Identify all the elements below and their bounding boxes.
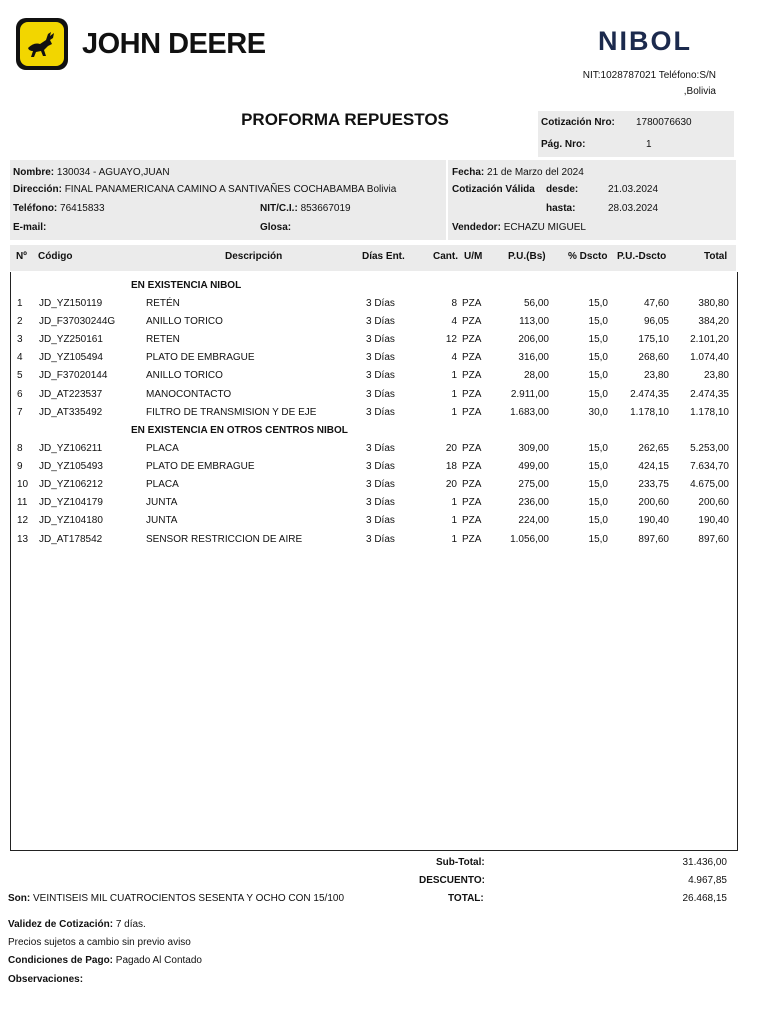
row-description: ANILLO TORICO [146,370,223,382]
row-description: PLACA [146,443,179,454]
row-number: 5 [17,370,23,382]
table-row [11,461,737,479]
col-discounted-price: P.U.-Dscto [617,251,667,262]
john-deere-wordmark: JOHN DEERE [82,27,266,60]
row-discount-pct: 15,0 [588,316,608,328]
email-label: E-mail: [13,222,47,233]
row-quantity: 1 [451,515,457,527]
deer-icon [16,18,68,70]
row-total: 200,60 [698,497,729,509]
row-unit: PZA [462,406,482,418]
row-discounted-price: 2.474,35 [630,388,669,400]
subtotal-label: Sub-Total: [436,857,485,868]
validity-value: 7 días. [115,919,146,930]
valid-from: 21.03.2024 [608,184,659,195]
row-discounted-price: 23,80 [643,370,669,382]
row-discount-pct: 15,0 [588,497,608,509]
row-unit-price: 1.683,00 [510,406,549,418]
row-code: JD_AT178542 [39,533,103,545]
row-discounted-price: 897,60 [638,533,669,545]
row-code: JD_YZ104180 [39,515,103,527]
row-total: 1.178,10 [690,406,729,418]
customer-phone: 76415833 [60,203,105,214]
section-title-other-centers: EN EXISTENCIA EN OTROS CENTROS NIBOL [131,425,348,436]
row-unit: PZA [462,461,482,473]
row-discounted-price: 200,60 [638,497,669,509]
col-total: Total [704,251,728,262]
quote-number-label: Cotización Nro: [541,117,615,128]
valid-label: Cotización Válida [452,184,535,195]
quote-number: 1780076630 [636,117,692,128]
row-discounted-price: 424,15 [638,461,669,473]
total-value: 26.468,15 [682,893,727,904]
row-discount-pct: 15,0 [588,334,608,346]
row-number: 13 [17,533,29,545]
row-number: 9 [17,461,23,473]
row-code: JD_YZ104179 [39,497,103,509]
row-total: 384,20 [698,316,729,328]
row-discounted-price: 190,40 [638,515,669,527]
price-note: Precios sujetos a cambio sin previo aviso [8,937,191,948]
row-discount-pct: 15,0 [588,388,608,400]
table-row [11,298,737,316]
row-number: 10 [17,479,29,491]
seller-name: ECHAZU MIGUEL [503,222,586,233]
section-title-nibol: EN EXISTENCIA NIBOL [131,280,242,291]
john-deere-logo [16,18,266,70]
col-description: Descripción [225,251,283,262]
date-label: Fecha: [452,167,485,178]
items-table-body [10,272,738,851]
customer-nit: 853667019 [300,203,351,214]
glosa-label: Glosa: [260,222,292,233]
row-description: ANILLO TORICO [146,316,223,328]
row-description: MANOCONTACTO [146,388,232,400]
row-number: 12 [17,515,29,527]
row-discounted-price: 262,65 [638,443,669,454]
row-quantity: 1 [451,388,457,400]
col-number: Nº [16,251,27,262]
row-code: JD_YZ150119 [39,298,103,309]
observations-label: Observaciones: [8,974,84,985]
document-title: PROFORMA REPUESTOS [241,110,449,129]
row-total: 2.101,20 [690,334,729,346]
row-unit-price: 316,00 [518,352,549,364]
row-unit-price: 113,00 [519,316,549,328]
company-country: ,Bolivia [683,86,716,97]
row-quantity: 4 [451,352,457,364]
row-total: 5.253,00 [690,443,729,454]
col-delivery-days: Días Ent. [362,251,405,262]
row-total: 7.634,70 [690,461,729,473]
row-description: PLACA [146,479,179,491]
row-quantity: 18 [445,461,457,473]
phone-label: Teléfono: [13,203,58,214]
row-unit: PZA [462,388,482,400]
valid-from-label: desde: [546,184,579,195]
row-code: JD_YZ105494 [39,352,103,364]
payment-value: Pagado Al Contado [115,955,202,966]
row-code: JD_YZ105493 [39,461,103,473]
row-description: RETEN [146,334,180,346]
row-delivery-days: 3 Días [366,406,395,418]
row-unit: PZA [462,479,482,491]
table-row [11,534,737,552]
row-delivery-days: 3 Días [366,298,395,309]
table-row [11,370,737,388]
row-total: 897,60 [698,533,729,545]
row-code: JD_YZ106212 [39,479,103,491]
row-discount-pct: 15,0 [588,515,608,527]
row-description: RETÉN [146,298,180,309]
row-delivery-days: 3 Días [366,515,395,527]
row-unit: PZA [462,298,482,309]
row-quantity: 4 [451,316,457,328]
customer-address: FINAL PANAMERICANA CAMINO A SANTIVAÑES COCHABAMBA Bolivia [64,184,397,195]
row-quantity: 1 [451,533,457,545]
quote-date: 21 de Marzo del 2024 [487,167,584,178]
row-delivery-days: 3 Días [366,316,395,328]
table-row [11,352,737,370]
row-total: 1.074,40 [690,352,729,364]
page-number-label: Pág. Nro: [541,139,586,150]
row-delivery-days: 3 Días [366,352,395,364]
row-unit-price: 2.911,00 [510,388,549,400]
row-unit-price: 309,00 [518,443,549,454]
company-info [520,68,716,100]
row-code: JD_F37030244G [39,316,116,328]
amount-in-words: VEINTISEIS MIL CUATROCIENTOS SESENTA Y OCHO CON 15/100 [33,893,345,904]
validity-label: Validez de Cotización: [8,919,114,930]
row-unit-price: 275,00 [518,479,549,491]
payment-label: Condiciones de Pago: [8,955,114,966]
row-discount-pct: 15,0 [588,443,608,454]
row-number: 6 [17,388,23,400]
row-discounted-price: 268,60 [638,352,669,364]
row-unit: PZA [462,352,482,364]
table-row [11,316,737,334]
subtotal-value: 31.436,00 [682,857,727,868]
row-total: 190,40 [698,515,729,527]
row-code: JD_AT223537 [39,388,103,400]
row-number: 8 [17,443,23,454]
row-unit-price: 1.056,00 [510,533,549,545]
row-unit: PZA [462,316,482,328]
row-unit-price: 499,00 [518,461,549,473]
discount-value: 4.967,85 [688,875,727,886]
col-code: Código [38,251,73,262]
row-discount-pct: 15,0 [588,370,608,382]
row-quantity: 1 [451,370,457,382]
row-unit: PZA [462,515,482,527]
discount-label: DESCUENTO: [419,875,485,886]
row-code: JD_YZ106211 [39,443,103,454]
row-discount-pct: 15,0 [588,461,608,473]
row-discounted-price: 175,10 [638,334,669,346]
row-unit-price: 236,00 [518,497,549,509]
row-delivery-days: 3 Días [366,479,395,491]
row-total: 2.474,35 [690,388,729,400]
row-unit: PZA [462,533,482,545]
row-discounted-price: 96,05 [643,316,669,328]
row-quantity: 1 [451,406,457,418]
row-description: PLATO DE EMBRAGUE [146,352,255,364]
row-delivery-days: 3 Días [366,461,395,473]
row-delivery-days: 3 Días [366,443,395,454]
row-description: PLATO DE EMBRAGUE [146,461,255,473]
row-total: 4.675,00 [690,479,729,491]
row-unit-price: 28,00 [523,370,549,382]
row-discount-pct: 15,0 [588,352,608,364]
row-delivery-days: 3 Días [366,497,395,509]
nibol-logo: NIBOL [598,26,692,56]
table-row [11,515,737,533]
row-description: FILTRO DE TRANSMISION Y DE EJE [146,406,317,418]
name-label: Nombre: [13,167,55,178]
row-unit-price: 224,00 [518,515,549,527]
row-discount-pct: 15,0 [588,479,608,491]
col-discount-pct: % Dscto [568,251,608,262]
col-unit-price: P.U.(Bs) [508,251,546,262]
row-code: JD_F37020144 [39,370,108,382]
row-code: JD_AT335492 [39,406,103,418]
col-unit: U/M [464,251,483,262]
row-quantity: 1 [451,497,457,509]
table-row [11,334,737,352]
row-description: JUNTA [146,497,178,509]
row-unit: PZA [462,370,482,382]
row-total: 380,80 [698,298,729,309]
row-number: 2 [17,316,23,328]
row-unit-price: 206,00 [518,334,549,346]
row-discount-pct: 15,0 [588,298,608,309]
table-row [11,443,737,461]
customer-name: 130034 - AGUAYO,JUAN [56,167,170,178]
row-discounted-price: 47,60 [643,298,669,309]
row-number: 11 [17,497,28,509]
row-quantity: 20 [445,443,457,454]
row-unit: PZA [462,497,482,509]
row-total: 23,80 [703,370,729,382]
address-label: Dirección: [13,184,62,195]
amount-words-label: Son: [8,893,31,904]
row-quantity: 12 [445,334,457,346]
table-row [11,407,737,425]
row-number: 1 [17,298,23,309]
row-delivery-days: 3 Días [366,533,395,545]
row-discount-pct: 30,0 [588,406,608,418]
row-unit: PZA [462,334,482,346]
row-number: 3 [17,334,23,346]
items-table-header [10,245,736,271]
col-quantity: Cant. [433,251,458,262]
row-delivery-days: 3 Días [366,334,395,346]
row-description: SENSOR RESTRICCION DE AIRE [146,533,303,545]
row-unit: PZA [462,443,482,454]
row-number: 7 [17,406,23,418]
row-delivery-days: 3 Días [366,388,395,400]
row-description: JUNTA [146,515,178,527]
row-discounted-price: 233,75 [638,479,669,491]
customer-info-panel [10,160,736,240]
company-nit-phone: NIT:1028787021 Teléfono:S/N [582,70,716,81]
row-code: JD_YZ250161 [39,334,103,346]
row-quantity: 8 [451,298,457,309]
nit-label: NIT/C.I.: [260,203,298,214]
row-number: 4 [17,352,23,364]
table-row [11,497,737,515]
seller-label: Vendedor: [452,222,501,233]
table-row [11,479,737,497]
row-quantity: 20 [445,479,457,491]
total-label: TOTAL: [448,893,484,904]
row-unit-price: 56,00 [523,298,549,309]
valid-to-label: hasta: [546,203,576,214]
row-delivery-days: 3 Días [366,370,395,382]
page-number: 1 [646,139,652,150]
row-discount-pct: 15,0 [588,533,608,545]
row-discounted-price: 1.178,10 [630,406,669,418]
valid-to: 28.03.2024 [608,203,659,214]
quote-number-box [538,111,734,157]
table-row [11,389,737,407]
